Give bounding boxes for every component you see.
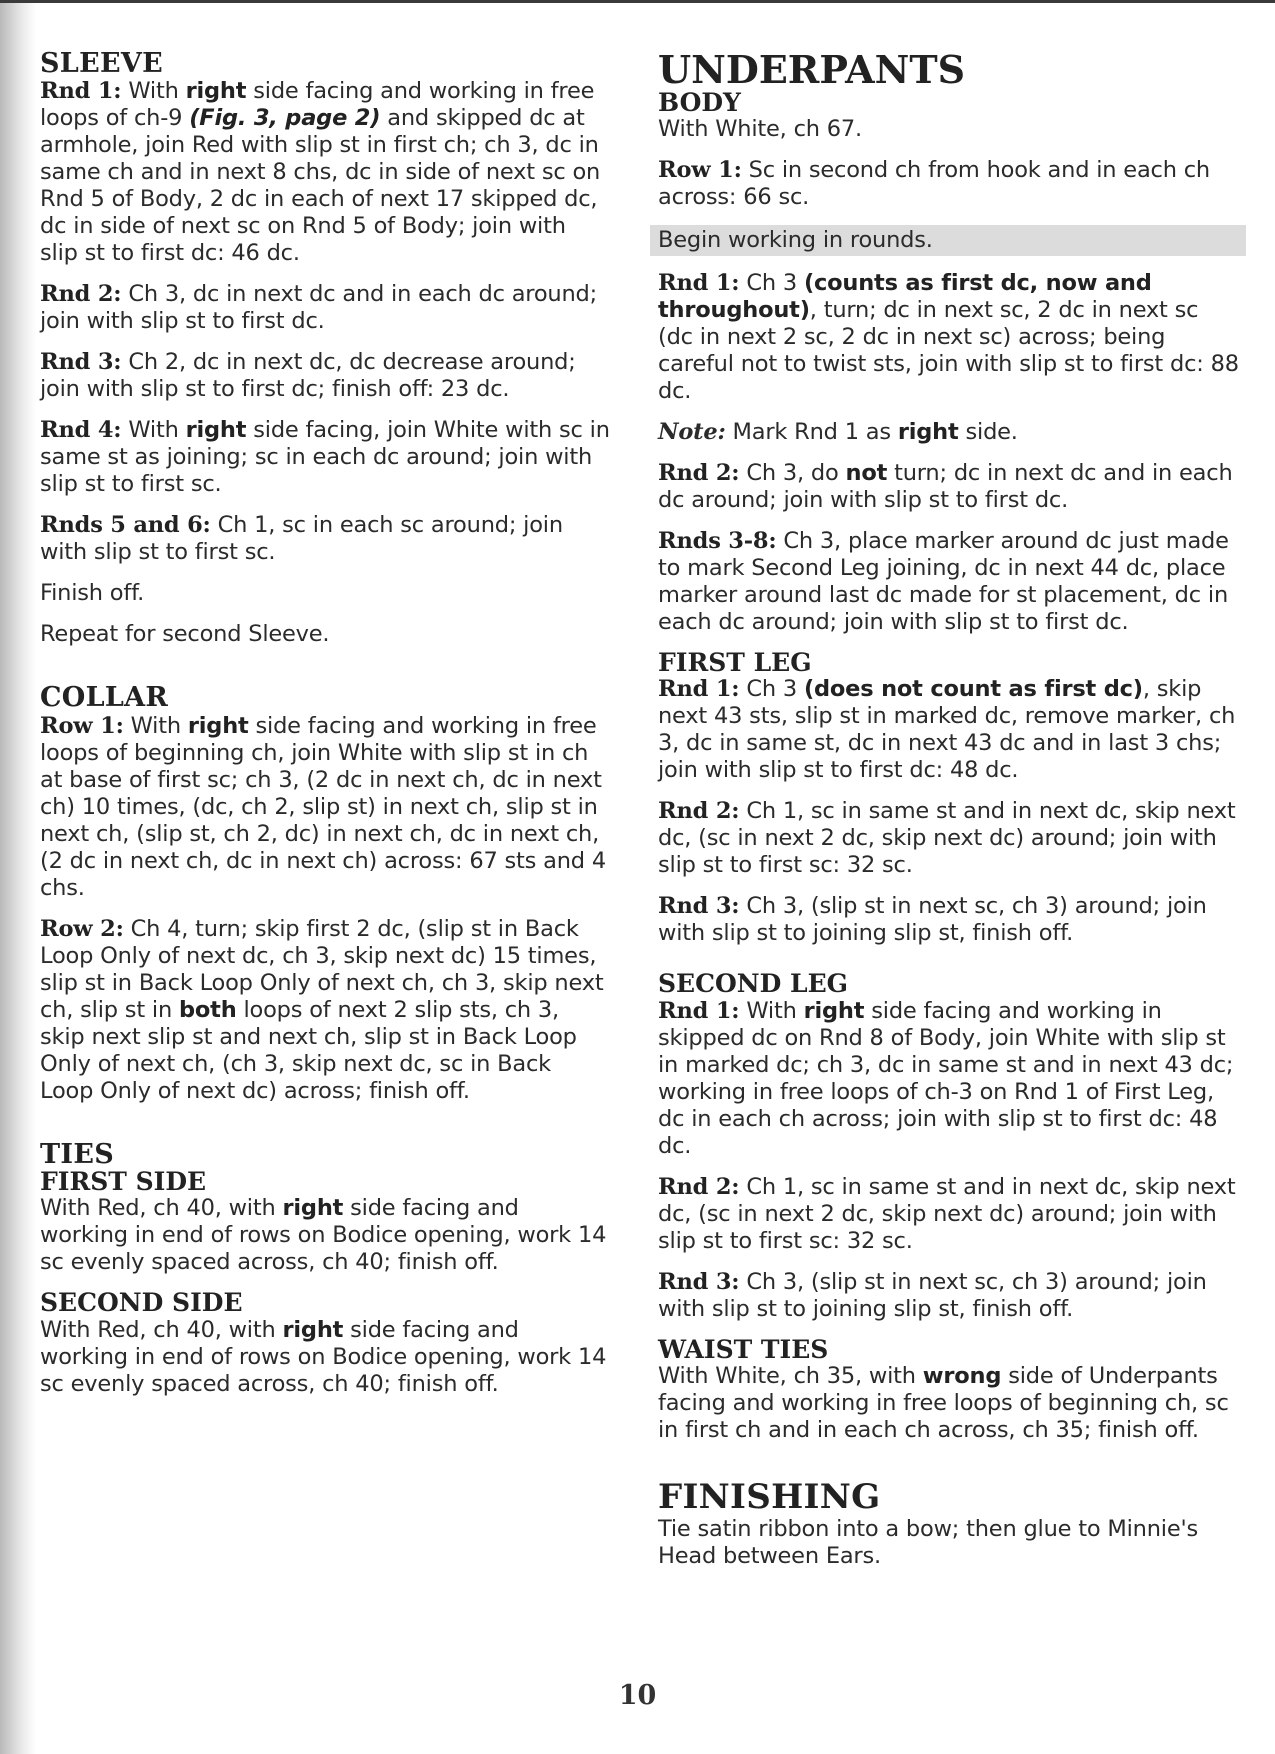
text: side facing, join White with sc in same st as joining; sc in each dc around; join with slip st to first sc. xyxy=(40,417,610,498)
body-row1 xyxy=(658,157,1240,211)
sleeve-rnd4-label: Rnd 4: xyxy=(40,417,122,444)
text: Ch 3 xyxy=(739,270,804,297)
emphasis: (counts as first dc, now and throughout) xyxy=(658,270,1152,324)
second-leg-rnd2 xyxy=(658,1174,1240,1255)
text: loops of next 2 slip sts, ch 3, skip next slip st and next ch, slip st in Back Loop Only of next ch, (ch 3, skip next dc, sc in Back Loop Only of next dc) across; finish off. xyxy=(40,996,577,1104)
text: With White, ch 35, with xyxy=(658,1362,923,1389)
collar-row1 xyxy=(40,713,610,902)
text: With xyxy=(121,78,186,105)
collar-heading: COLLAR xyxy=(40,682,169,714)
second-leg-rnd3-label: Rnd 3: xyxy=(658,1268,740,1295)
first-leg-rnd1-label: Rnd 1: xyxy=(658,676,740,703)
finishing-heading: FINISHING xyxy=(658,1476,881,1517)
emphasis: right xyxy=(187,712,249,739)
text: side facing and working in end of rows on Bodice opening, work 14 sc evenly spaced across, ch 40; finish off. xyxy=(40,1195,607,1276)
text: With Red, ch 40, with xyxy=(40,1195,283,1222)
waist-ties-heading: WAIST TIES xyxy=(658,1334,829,1364)
text: Ch 4, turn; skip first 2 dc, (slip st in Back Loop Only of next dc, ch 3, skip next dc) 15 times, slip st in Back Loop Only of next ch, ch 3, skip next ch, slip st in xyxy=(40,915,604,1023)
emphasis: right xyxy=(185,78,247,105)
sleeve-repeat: Repeat for second Sleeve. xyxy=(40,621,330,648)
emphasis: right xyxy=(897,419,959,446)
text: side. xyxy=(958,419,1018,446)
emphasis: right xyxy=(803,997,865,1024)
second-leg-rnd1 xyxy=(658,998,1240,1160)
text: side facing and working in free loops of beginning ch, join White with slip st in ch at base of first sc; ch 3, (2 dc in next ch, dc in next ch) 10 times, (dc, ch 2, slip st) in next ch, slip st in next ch, (slip st, ch 2, dc) in next ch, dc in next ch, (2 dc in next ch, dc in next ch) across: 67 sts and 4 chs. xyxy=(40,712,606,901)
body-intro: With White, ch 67. xyxy=(658,116,862,143)
emphasis: right xyxy=(282,1316,344,1343)
emphasis: not xyxy=(845,460,888,487)
right-column xyxy=(658,47,1240,1584)
underpants-heading: UNDERPANTS xyxy=(658,47,966,92)
page-edge-shadow xyxy=(0,0,36,1754)
text: Ch 3, dc in next dc and in each dc around; join with slip st to first dc. xyxy=(40,281,598,335)
left-column xyxy=(40,50,610,1412)
text: turn; dc in next dc and in each dc around; join with slip st to first dc. xyxy=(658,460,1233,514)
ties-first-side-text xyxy=(40,1195,610,1276)
first-leg-rnd2-label: Rnd 2: xyxy=(658,798,740,825)
emphasis: both xyxy=(178,996,237,1023)
body-note xyxy=(658,419,1240,446)
sleeve-rnd5-6-label: Rnds 5 and 6: xyxy=(40,512,211,539)
ties-second-side-heading: SECOND SIDE xyxy=(40,1288,243,1318)
text: Ch 3, (slip st in next sc, ch 3) around; join with slip st to joining slip st, finish off. xyxy=(658,893,1207,947)
body-heading: BODY xyxy=(658,87,741,117)
emphasis: wrong xyxy=(922,1362,1002,1389)
collar-row2 xyxy=(40,916,610,1105)
body-rnd2-label: Rnd 2: xyxy=(658,460,740,487)
emphasis: right xyxy=(185,417,247,444)
body-rnd1 xyxy=(658,270,1240,405)
text: With xyxy=(121,417,186,444)
waist-ties-text xyxy=(658,1363,1240,1444)
sleeve-rnd2 xyxy=(40,281,610,335)
second-leg-rnd2-label: Rnd 2: xyxy=(658,1173,740,1200)
text: Sc in second ch from hook and in each ch across: 66 sc. xyxy=(658,157,1210,211)
sleeve-rnd4 xyxy=(40,417,610,498)
sleeve-rnd1-label: Rnd 1: xyxy=(40,78,122,105)
sleeve-rnd2-label: Rnd 2: xyxy=(40,281,122,308)
text: Ch 1, sc in each sc around; join with slip st to first sc. xyxy=(40,512,563,566)
first-leg-rnd3 xyxy=(658,893,1240,947)
text: side facing and working in skipped dc on Rnd 8 of Body, join White with slip st in marked dc; ch 3, dc in same st and in next 43 dc; working in free loops of ch-3 on Rnd 1 of First Leg, dc in each ch across; join with slip st to first dc: 48 dc. xyxy=(658,997,1234,1159)
figure-reference: (Fig. 3, page 2) xyxy=(189,105,381,132)
text: Ch 1, sc in same st and in next dc, skip next dc, (sc in next 2 dc, skip next dc) around; join with slip st to first sc: 32 sc. xyxy=(658,798,1236,879)
body-rnd2 xyxy=(658,460,1240,514)
sleeve-rnd3-label: Rnd 3: xyxy=(40,349,122,376)
top-rule xyxy=(0,0,1275,3)
text: Mark Rnd 1 as xyxy=(725,419,898,446)
text: With xyxy=(123,712,188,739)
second-leg-rnd3 xyxy=(658,1269,1240,1323)
first-leg-rnd2 xyxy=(658,798,1240,879)
first-leg-rnd1 xyxy=(658,676,1240,784)
text: Ch 1, sc in same st and in next dc, skip next dc, (sc in next 2 dc, skip next dc) around; join with slip st to first sc: 32 sc. xyxy=(658,1173,1236,1254)
body-row1-label: Row 1: xyxy=(658,157,742,184)
second-leg-heading: SECOND LEG xyxy=(658,969,849,999)
body-rnd1-label: Rnd 1: xyxy=(658,270,740,297)
note-label: Note: xyxy=(658,419,726,446)
collar-row2-label: Row 2: xyxy=(40,915,124,942)
text: Ch 3, (slip st in next sc, ch 3) around; join with slip st to joining slip st, finish off. xyxy=(658,1268,1207,1322)
page-number: 10 xyxy=(618,1680,657,1711)
text: side facing and working in end of rows on Bodice opening, work 14 sc evenly spaced across, ch 40; finish off. xyxy=(40,1316,607,1397)
sleeve-rnd1 xyxy=(40,78,610,267)
rounds-note: Begin working in rounds. xyxy=(650,225,1246,256)
first-leg-rnd3-label: Rnd 3: xyxy=(658,893,740,920)
ties-first-side-heading: FIRST SIDE xyxy=(40,1167,207,1197)
text: , skip next 43 sts, slip st in marked dc, remove marker, ch 3, dc in same st, dc in next 43 dc and in last 3 chs; join with slip st to first dc: 48 dc. xyxy=(658,676,1236,784)
finishing-text: Tie satin ribbon into a bow; then glue to Minnie's Head between Ears. xyxy=(658,1515,1198,1569)
ties-second-side-text xyxy=(40,1317,610,1398)
ties-heading: TIES xyxy=(40,1138,114,1170)
first-leg-heading: FIRST LEG xyxy=(658,648,812,678)
collar-row1-label: Row 1: xyxy=(40,712,124,739)
text: Ch 3 xyxy=(739,676,804,703)
text: With Red, ch 40, with xyxy=(40,1316,283,1343)
emphasis: right xyxy=(282,1195,344,1222)
text: Ch 2, dc in next dc, dc decrease around; join with slip st to first dc; finish off: 23 dc. xyxy=(40,349,576,403)
emphasis: (does not count as first dc) xyxy=(803,676,1143,703)
text: Ch 3, do xyxy=(739,460,846,487)
text: and skipped dc at armhole, join Red with slip st in first ch; ch 3, dc in same ch and in next 8 chs, dc in side of next sc on Rnd 5 of Body, 2 dc in each of next 17 skipped dc, dc in side of next sc on Rnd 5 of Body; join with slip st to first dc: 46 dc. xyxy=(40,105,601,267)
text: Ch 3, place marker around dc just made to mark Second Leg joining, dc in next 44 dc, place marker around last dc made for st placement, dc in each dc around; join with slip st to first dc. xyxy=(658,528,1229,636)
text: side facing and working in free loops of ch-9 xyxy=(40,78,595,132)
text: , turn; dc in next sc, 2 dc in next sc (dc in next 2 sc, 2 dc in next sc) across; being careful not to twist sts, join with slip st to first dc: 88 dc. xyxy=(658,297,1239,405)
sleeve-finish: Finish off. xyxy=(40,580,145,607)
body-rnd3-8-label: Rnds 3-8: xyxy=(658,528,777,555)
text: With xyxy=(739,997,804,1024)
body-rnd3-8 xyxy=(658,528,1240,636)
text: side of Underpants facing and working in free loops of beginning ch, sc in first ch and in each ch across, ch 35; finish off. xyxy=(658,1362,1229,1443)
sleeve-rnd3 xyxy=(40,349,610,403)
second-leg-rnd1-label: Rnd 1: xyxy=(658,997,740,1024)
sleeve-rnd5-6 xyxy=(40,512,610,566)
sleeve-heading: SLEEVE xyxy=(40,48,163,79)
